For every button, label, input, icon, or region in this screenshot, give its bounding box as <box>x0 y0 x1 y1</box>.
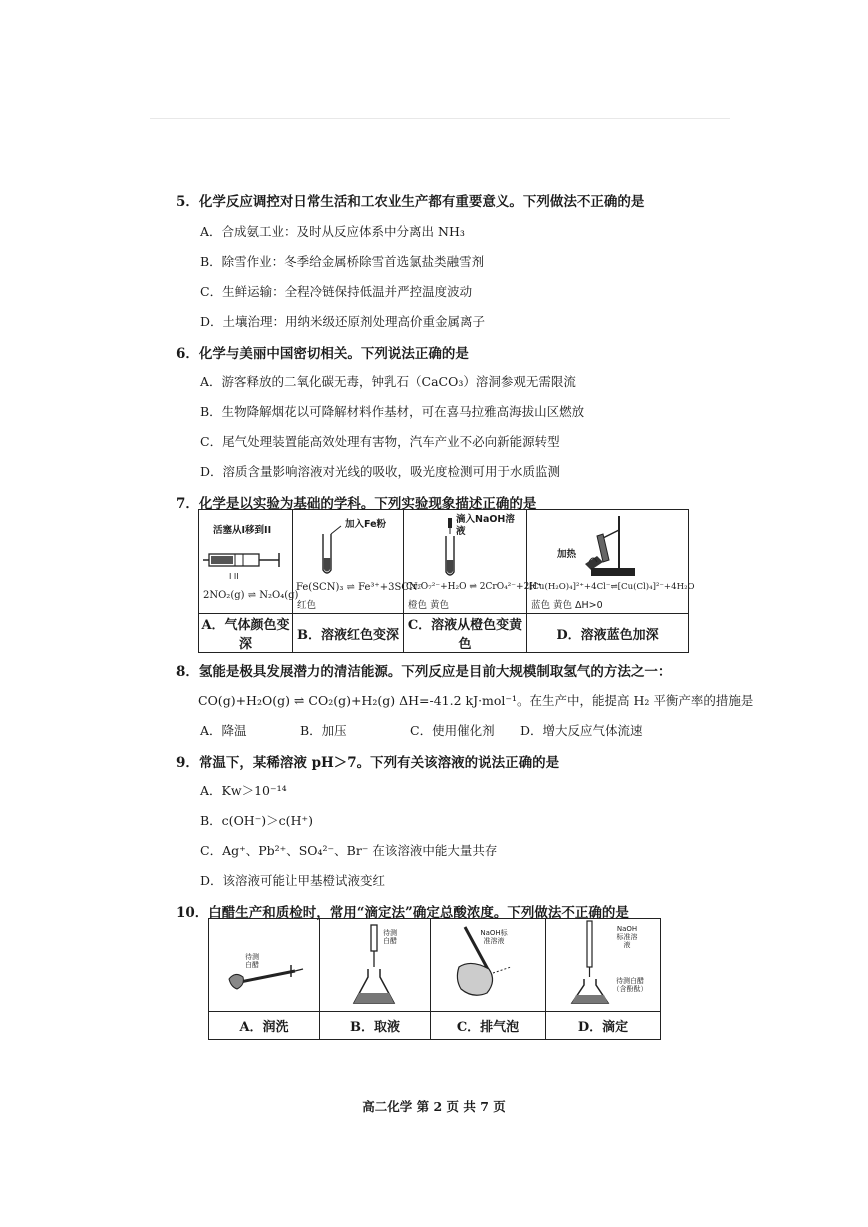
q7-panel-d-color-note: 蓝色 黄色 ΔH>0 <box>531 600 603 611</box>
burette-rinse-icon <box>209 919 319 1011</box>
q10-panel-a <box>209 919 320 1012</box>
question-8-option-a: A．降温 <box>200 723 247 738</box>
question-8-option-b: B．加压 <box>300 723 347 738</box>
header-rule <box>150 118 730 119</box>
question-5-stem: 5．化学反应调控对日常生活和工农业生产都有重要意义。下列做法不正确的是 <box>176 194 645 210</box>
question-5-option-b: B．除雪作业：冬季给金属桥除雪首选氯盐类融雪剂 <box>200 254 485 269</box>
q7-panel-c-color-note: 橙色 黄色 <box>408 600 450 611</box>
question-9-option-b: B．c(OH⁻)＞c(H⁺) <box>200 813 313 828</box>
question-5-option-c: C．生鲜运输：全程冷链保持低温并严控温度波动 <box>200 284 473 299</box>
test-tube-icon <box>293 514 403 584</box>
q7-caption-b: B．溶液红色变深 <box>293 614 404 653</box>
question-8-options-row <box>200 721 643 739</box>
q7-panel-d-top-label: 加热 <box>557 549 577 560</box>
q7-panel-c-equation: Cr₂O₇²⁻+H₂O ⇌ 2CrO₄²⁻+2H⁺ <box>406 582 542 592</box>
q10-caption-c: C．排气泡 <box>431 1012 546 1040</box>
question-9-option-c: C．Ag⁺、Pb²⁺、SO₄²⁻、Br⁻ 在该溶液中能大量共存 <box>200 843 498 858</box>
q7-panel-c <box>404 510 542 614</box>
hand-burette-icon <box>431 919 545 1011</box>
q10-panel-d-label: NaOH标准溶液 <box>616 925 638 949</box>
q7-panel-b <box>293 510 423 614</box>
q7-panel-b-equation: Fe(SCN)₃ ⇌ Fe³⁺+3SCN⁻ <box>296 582 423 593</box>
q7-panel-a-top-label: 活塞从I移到II <box>213 525 272 536</box>
question-8-option-c: C．使用催化剂 <box>410 723 495 738</box>
q7-panel-c-top-label: 滴入NaOH溶液 <box>456 514 515 537</box>
q10-caption-b: B．取液 <box>320 1012 431 1040</box>
pipette-flask-icon <box>320 919 430 1011</box>
question-8-stem: 8．氢能是极具发展潜力的清洁能源。下列反应是目前大规模制取氢气的方法之一： <box>176 664 672 680</box>
q7-caption-c: C．溶液从橙色变黄色 <box>404 614 527 653</box>
question-7-figure-table <box>198 509 695 653</box>
question-6-option-b: B．生物降解烟花以可降解材料作基材，可在喜马拉雅高海拔山区燃放 <box>200 404 585 419</box>
question-6-option-d: D．溶质含量影响溶液对光线的吸收，吸光度检测可用于水质监测 <box>200 464 561 479</box>
question-8-option-d: D．增大反应气体流速 <box>520 723 643 738</box>
q10-panel-c <box>431 919 546 1012</box>
burette-titration-icon <box>546 919 660 1011</box>
q7-panel-a-equation: 2NO₂(g) ⇌ N₂O₄(g) <box>203 590 299 601</box>
question-9-stem: 9．常温下，某稀溶液 pH＞7。下列有关该溶液的说法正确的是 <box>176 755 560 771</box>
q10-panel-d <box>546 919 661 1012</box>
question-5-option-d: D．土壤治理：用纳米级还原剂处理高价重金属离子 <box>200 314 486 329</box>
q7-panel-a-marks: I II <box>229 572 239 581</box>
question-8-equation-line: CO(g)+H₂O(g) ⇌ CO₂(g)+H₂(g) ΔH=-41.2 kJ·mol⁻¹。在生产中，能提高 H₂ 平衡产率的措施是 <box>198 693 754 708</box>
q10-caption-d: D．滴定 <box>546 1012 661 1040</box>
q10-caption-a: A．润洗 <box>209 1012 320 1040</box>
question-10-stem: 10．白醋生产和质检时，常用“滴定法”确定总酸浓度。下列做法不正确的是 <box>176 905 629 921</box>
question-6-option-c: C．尾气处理装置能高效处理有害物，汽车产业不必向新能源转型 <box>200 434 560 449</box>
question-10-figure-table <box>208 918 661 1040</box>
question-5-option-a: A．合成氨工业：及时从反应体系中分离出 NH₃ <box>200 224 465 239</box>
q7-panel-d <box>527 510 695 614</box>
heating-stand-icon <box>527 510 688 582</box>
q10-panel-a-label: 待测白醋 <box>245 953 259 969</box>
q10-panel-c-label: NaOH标准溶液 <box>480 929 508 945</box>
question-6-option-a: A．游客释放的二氧化碳无毒，钟乳石（CaCO₃）溶洞参观无需限流 <box>200 374 576 389</box>
q10-panel-b <box>320 919 431 1012</box>
q7-panel-b-top-label: 加入Fe粉 <box>345 519 387 530</box>
q7-panel-b-color-note: 红色 <box>297 600 317 611</box>
question-7-stem: 7．化学是以实验为基础的学科。下列实验现象描述正确的是 <box>176 496 537 512</box>
page-footer: 高二化学 第 2 页 共 7 页 <box>362 1099 506 1114</box>
dropper-test-tube-icon <box>404 514 526 584</box>
q10-panel-d-flask-label: 待测白醋（含酚酞） <box>612 977 648 993</box>
q7-caption-d: D．溶液蓝色加深 <box>527 614 689 653</box>
question-6-stem: 6．化学与美丽中国密切相关。下列说法正确的是 <box>176 346 469 362</box>
q7-panel-a <box>199 510 299 614</box>
syringe-icon <box>199 544 292 584</box>
question-9-option-d: D．该溶液可能让甲基橙试液变红 <box>200 873 386 888</box>
question-9-option-a: A．Kw＞10⁻¹⁴ <box>200 783 287 798</box>
q7-panel-d-equation: [Cu(H₂O)₄]²⁺+4Cl⁻⇌[Cu(Cl)₄]²⁻+4H₂O <box>529 582 695 592</box>
q7-caption-a: A．气体颜色变深 <box>199 614 293 653</box>
q10-panel-b-label: 待测白醋 <box>383 929 397 945</box>
